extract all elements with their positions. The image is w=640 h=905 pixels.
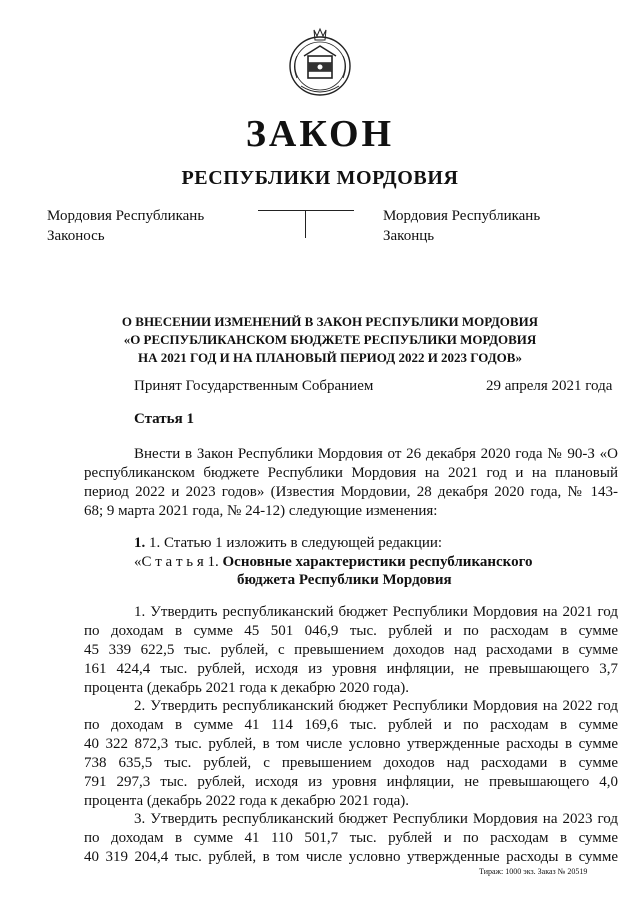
quoted-article-number: 1. (207, 554, 219, 570)
paragraph-line: 45 339 622,5 тыс. рублей, с превышением доходов над расходами в сумме (84, 642, 618, 658)
quoted-article-title-line2: бюджета Республики Мордовия (237, 572, 452, 588)
paragraph-line: по доходам в сумме 45 501 046,9 тыс. рублей и по расходам в сумме (84, 623, 618, 639)
paragraph-line: 3. Утвердить республиканский бюджет Республики Мордовия на 2023 год (134, 811, 618, 827)
intro-line: период 2022 и 2023 годов» (Известия Мордовии, 28 декабря 2020 года, № 143- (84, 484, 618, 500)
header-left-line1: Мордовия Республикань (47, 208, 205, 224)
subject-line: НА 2021 ГОД И НА ПЛАНОВЫЙ ПЕРИОД 2022 И 2023 ГОДОВ» (138, 350, 522, 365)
document-subtitle: РЕСПУБЛИКИ МОРДОВИЯ (181, 167, 459, 189)
article-heading: Статья 1 (134, 411, 194, 427)
paragraph-line: 2. Утвердить республиканский бюджет Республики Мордовия на 2022 год (134, 698, 618, 714)
paragraph-line: процента (декабрь 2022 года к декабрю 2021 года). (84, 793, 410, 809)
paragraph-line: 738 635,5 тыс. рублей, с превышением доходов над расходами в сумме (84, 755, 618, 771)
intro-line: республиканском бюджете Республики Мордовия на 2021 год и на плановый (84, 465, 618, 481)
header-left-line2: Законось (47, 228, 105, 244)
header-separator-line (258, 210, 354, 211)
amendment-item (134, 534, 442, 553)
paragraph-line: по доходам в сумме 41 114 169,6 тыс. рублей и по расходам в сумме (84, 717, 618, 733)
subject-line: О ВНЕСЕНИИ ИЗМЕНЕНИЙ В ЗАКОН РЕСПУБЛИКИ МОРДОВИЯ (121, 314, 539, 329)
paragraph-line: 40 319 204,4 тыс. рублей, в том числе условно утвержденные расходы в сумме (84, 849, 618, 865)
amendment-text: 1. Статью 1 изложить в следующей редакции: (149, 535, 443, 551)
paragraph-line: 161 424,4 тыс. рублей, исходя из уровня инфляции, не превышающего 3,7 (84, 661, 618, 677)
quoted-article-title-line1 (134, 553, 533, 572)
adopted-by-text: Принят Государственным Собранием (134, 378, 374, 394)
amendment-number: 1. (134, 535, 146, 551)
document-title: ЗАКОН (245, 113, 395, 155)
republic-of-mordovia-emblem-icon (283, 26, 357, 100)
print-run-note: Тираж: 1000 экз. Заказ № 20519 (479, 867, 588, 876)
law-subject-heading (96, 313, 564, 367)
header-right-line1: Мордовия Республикань (383, 208, 541, 224)
paragraph-line: 40 322 872,3 тыс. рублей, в том числе условно утвержденные расходы в сумме (84, 736, 618, 752)
header-separator-vertical (305, 210, 306, 238)
intro-line: Внести в Закон Республики Мордовия от 26 декабря 2020 года № 90-З «О (134, 446, 618, 462)
intro-line: 68; 9 марта 2021 года, № 24-12) следующие изменения: (84, 503, 438, 519)
paragraph-line: 791 297,3 тыс. рублей, исходя из уровня инфляции, не превышающего 4,0 (84, 774, 618, 790)
paragraph-line: процента (декабрь 2021 года к декабрю 2020 года). (84, 680, 410, 696)
paragraph-line: 1. Утвердить республиканский бюджет Республики Мордовия на 2021 год (134, 604, 618, 620)
quoted-article-prefix: «С т а т ь я (134, 554, 204, 570)
subject-line: «О РЕСПУБЛИКАНСКОМ БЮДЖЕТЕ РЕСПУБЛИКИ МОРДОВИЯ (123, 332, 537, 347)
header-right-line2: Законць (383, 228, 435, 244)
quoted-article-title: Основные характеристики республиканского (222, 554, 533, 570)
paragraph-line: по доходам в сумме 41 110 501,7 тыс. рублей и по расходам в сумме (84, 830, 618, 846)
adopted-date: 29 апреля 2021 года (486, 378, 613, 394)
